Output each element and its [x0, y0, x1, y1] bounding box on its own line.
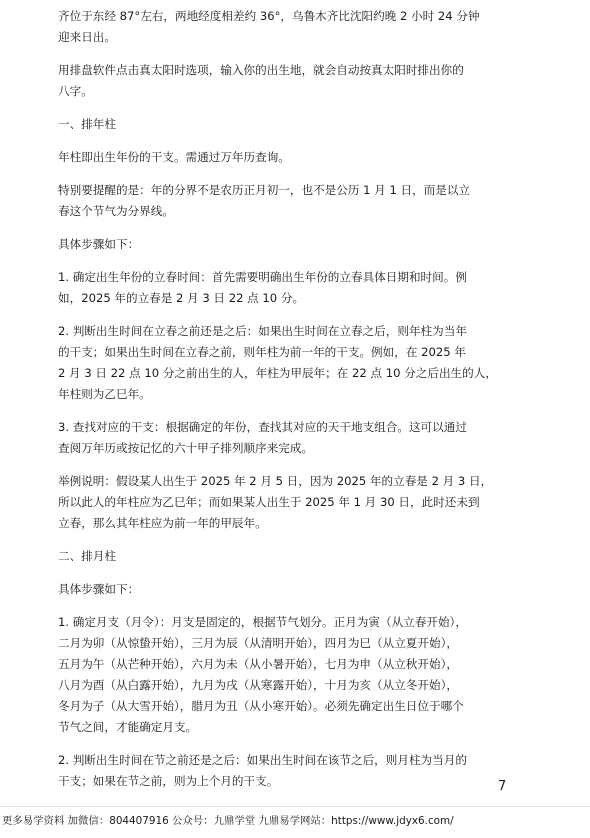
text-line: 节气之间，才能确定月支。 — [58, 720, 198, 734]
paragraph — [58, 6, 536, 48]
text-line: 年柱即出生年份的干支。需通过万年历查询。 — [58, 150, 290, 164]
section-heading — [58, 546, 536, 567]
text-line: 2. 判断出生时间在节之前还是之后：如果出生时间在该节之后，则月柱为当月的 — [58, 753, 467, 767]
text-line: 干支；如果在节之前，则为上个月的干支。 — [58, 774, 279, 788]
section-heading — [58, 114, 536, 135]
paragraph — [58, 234, 536, 255]
text-line: 特别要提醒的是：年的分界不是农历正月初一，也不是公历 1 月 1 日，而是以立 — [58, 183, 471, 197]
text-line: 立春，那么其年柱应为前一年的甲辰年。 — [58, 516, 267, 530]
paragraph — [58, 180, 536, 222]
footer-divider — [0, 806, 590, 807]
text-line: 八字。 — [58, 84, 93, 98]
text-line: 所以此人的年柱应为乙巳年；而如果某人出生于 2025 年 1 月 30 日，此时还未到 — [58, 495, 480, 509]
text-line: 的干支；如果出生时间在立春之前，则年柱为前一年的干支。例如，在 2025 年 — [58, 345, 466, 359]
text-line: 1. 确定月支（月令）：月支是固定的，根据节气划分。正月为寅（从立春开始）， — [58, 615, 467, 629]
text-line: 年柱则为乙巳年。 — [58, 387, 151, 401]
text-line: 齐位于东经 87°左右，两地经度相差约 36°，乌鲁木齐比沈阳约晚 2 小时 24 分钟 — [58, 9, 480, 23]
text-line: 举例说明：假设某人出生于 2025 年 2 月 5 日，因为 2025 年的立春是 2 月 3 日， — [58, 474, 493, 488]
text-line: 查阅万年历或按记忆的六十甲子排列顺序来完成。 — [58, 441, 314, 455]
text-line: 2 月 3 日 22 点 10 分之前出生的人，年柱为甲辰年；在 22 点 10 分之后出生的人， — [58, 366, 497, 380]
list-item — [58, 750, 536, 792]
text-line: 春这个节气为分界线。 — [58, 204, 174, 218]
text-line: 八月为酉（从白露开始），九月为戌（从寒露开始），十月为亥（从立冬开始）， — [58, 678, 458, 692]
text-line: 一、排年柱 — [58, 117, 116, 131]
text-line: 2. 判断出生时间在立春之前还是之后：如果出生时间在立春之后，则年柱为当年 — [58, 324, 467, 338]
document-body — [58, 6, 536, 792]
text-line: 二、排月柱 — [58, 549, 116, 563]
list-item — [58, 321, 536, 405]
text-line: 二月为卯（从惊蛰开始），三月为辰（从清明开始），四月为巳（从立夏开始）， — [58, 636, 458, 650]
list-item — [58, 267, 536, 309]
text-line: 五月为午（从芒种开始），六月为未（从小暑开始），七月为申（从立秋开始）， — [58, 657, 458, 671]
text-line: 用排盘软件点击真太阳时选项，输入你的出生地，就会自动按真太阳时排出你的 — [58, 63, 464, 77]
text-line: 冬月为子（从大雪开始），腊月为丑（从小寒开始）。必须先确定出生日位于哪个 — [58, 699, 464, 713]
list-item — [58, 417, 536, 459]
text-line: 如，2025 年的立春是 2 月 3 日 22 点 10 分。 — [58, 291, 305, 305]
text-line: 3. 查找对应的干支：根据确定的年份，查找其对应的天干地支组合。这可以通过 — [58, 420, 467, 434]
paragraph — [58, 579, 536, 600]
footer-text: 更多易学资料 加微信：804407916 公众号：九鼎学堂 九鼎易学网站：https://www.jdyx6.com/ — [2, 815, 454, 827]
paragraph — [58, 60, 536, 102]
page-number: 7 — [498, 779, 507, 794]
list-item — [58, 612, 536, 738]
text-line: 具体步骤如下： — [58, 237, 140, 251]
text-line: 1. 确定出生年份的立春时间：首先需要明确出生年份的立春具体日期和时间。例 — [58, 270, 467, 284]
paragraph — [58, 147, 536, 168]
text-line: 迎来日出。 — [58, 30, 116, 44]
paragraph — [58, 471, 536, 534]
text-line: 具体步骤如下： — [58, 582, 140, 596]
